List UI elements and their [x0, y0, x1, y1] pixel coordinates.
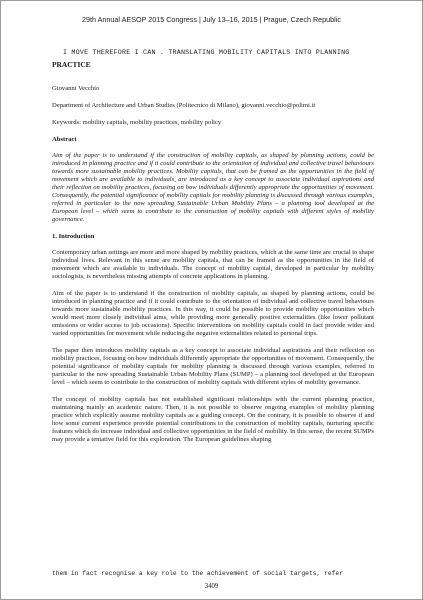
abstract-heading: Abstract	[52, 136, 77, 143]
body-paragraph: The concept of mobility capitals has not established significant relationships with the current planning practice, maintaining mainly an academic nature. Then, it is not possible to observe ongoing examples of mobility planning practice which explicitly assume mobility capitals as a guiding concept. On the contrary, it is possible to observe if and how some current experience provide potential contributions to the construction of mobility capitals, nurturing specific features which do increase individual and collective opportunities in the field of mobility. In this sense, the recent SUMPs may provide a tentative field for this exploration. The European guidelines shaping	[52, 396, 374, 443]
paper-content	[52, 85, 374, 453]
author-name: Giovanni Vecchio	[52, 85, 100, 92]
introduction-heading: 1. Introduction	[52, 233, 95, 240]
body-paragraph: The paper then introduces mobility capitals as a key concept to associate individual aspirations and their reflection on mobility practices, focusing on how individuals differently appropriate the opportunities of movement. Consequently, the potential significance of mobility capitals for mobility planning is discussed through various examples, referred in particular to the now spreading Sustainable Urban Mobility Plans (SUMP) – a planning tool developed at the European level – which seem to contribute to the construction of mobility capitals with different styles of mobility governance.	[52, 347, 374, 386]
paper-title-line-1: I MOVE THEREFORE I CAN . TRANSLATING MOBILITY CAPITALS INTO PLANNING	[63, 49, 350, 57]
page-number: 3409	[204, 583, 219, 590]
body-paragraph: Aim of the paper is to understand if the construction of mobility capitals, as shaped by planning actions, could be introduced in planning practice and if it could contribute to the orientation of individual and collective travel behaviours towards more sustainable mobility practices. In this way, it could be possible to provide mobility opportunities which would meet more closely individual aims, while providing more generally positive externalities (like lower pollutant emissions or wider access to job occasions). Specific interventions on mobility capitals could in fact provide wider and varied opportunities for movement while reducing the negative externalities related to personal trips.	[52, 290, 374, 337]
abstract-text: Aim of the paper is to understand if the construction of mobility capitals, as shaped by planning actions, could be introduced in planning practice and if it could contribute to the orientation of individual and collective travel behaviours towards more sustainable mobility practices. Mobility capitals, that can be framed as the opportunities in the field of movement which are available to individuals, are introduced as a key concept to associate individual aspirations and their reflection on mobility practices, focusing on how individuals differently appropriate the opportunities of movement. Consequently, the potential significance of mobility capitals for mobility planning is discussed through various examples, referred in particular to the now spreading Sustainable Urban Mobility Plans – a planning tool developed at the European level – which seem to contribute to the construction of mobility capitals with different styles of mobility governance.	[52, 152, 374, 223]
author-affiliation: Department of Architecture and Urban Studies (Politecnico di Milano), giovanni.vecchio@polimi.it	[52, 102, 316, 109]
keywords: Keywords: mobility capitals, mobility practices, mobility policy	[52, 119, 222, 126]
conference-header: 29th Annual AESOP 2015 Congress | July 13–16, 2015 | Prague, Czech Republic	[82, 15, 341, 24]
body-paragraph: Contemporary urban settings are more and more shaped by mobility practices, which at the same time are crucial to shape individual lives. Relevant in this sense are mobility capitals, that can be framed as the opportunities in the field of movement which are available to individuals. The concept of mobility capital, developed in particular by mobility sociologists, is nevertheless missing attempts of concrete applications in planning.	[52, 249, 374, 280]
paper-title-line-2: PRACTICE	[52, 60, 91, 69]
trailing-text-line: them in fact recognise a key role to the achievement of social targets, refer	[52, 570, 343, 577]
